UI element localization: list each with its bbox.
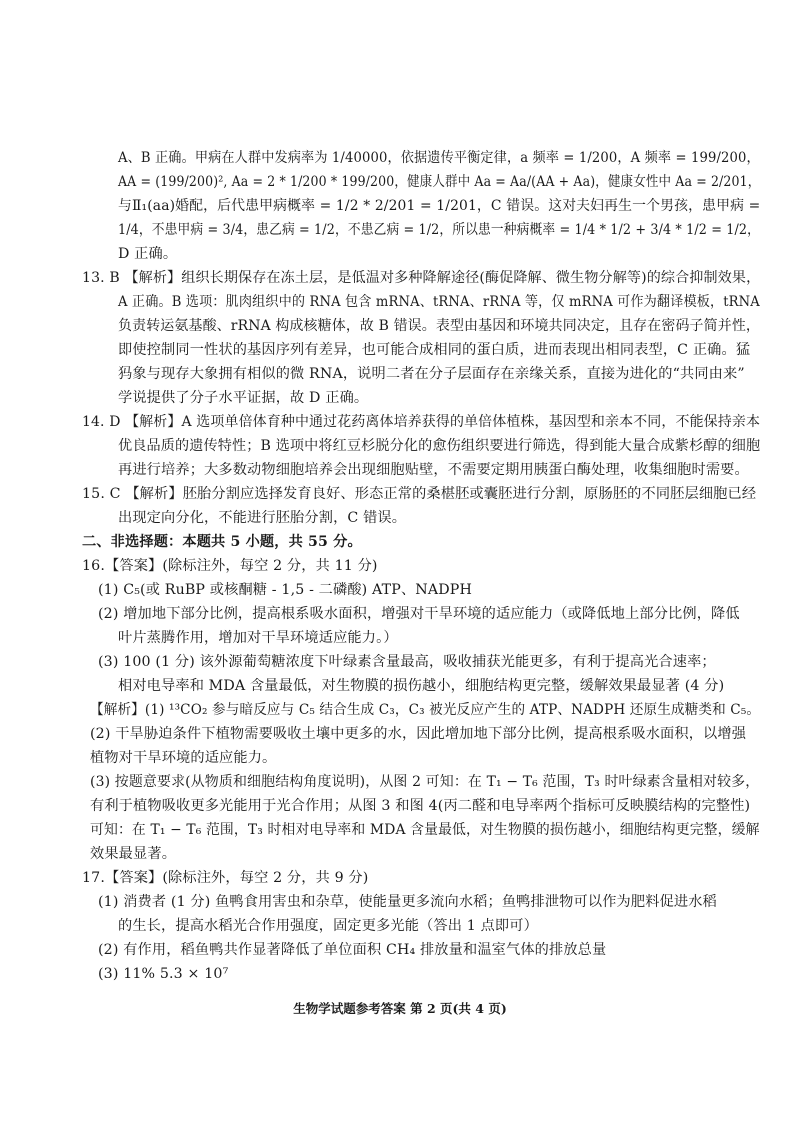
text-line: (2) 有作用，稻鱼鸭共作显著降低了单位面积 CH₄ 排放量和温室气体的排放总量 (98, 942, 607, 958)
text-line: 相对电导率和 MDA 含量最低，对生物膜的损伤越小，细胞结构更完整，缓解效果最显著 (4 分) (118, 678, 725, 694)
question-13-line: 13. B 【解析】组织长期保存在冻土层，是低温对多种降解途径(酶促降解、微生物分解等)的综合抑制效果， (82, 270, 761, 286)
text-line: (3) 100 (1 分) 该外源葡萄糖浓度下叶绿素含量最高，吸收捕获光能更多，有利于提高光合速率； (98, 654, 716, 670)
text-line: 叶片蒸腾作用，增加对干旱环境适应能力。） (118, 630, 398, 646)
text-line: 效果最显著。 (90, 846, 177, 862)
text-line: (1) C₅(或 RuBP 或核酮糖 - 1,5 - 二磷酸) ATP、NADPH (98, 582, 472, 598)
text-line: 1/4，不患甲病 = 3/4，患乙病 = 1/2，不患乙病 = 1/2，所以患一种病概率 = 1/4 * 1/2 + 3/4 * 1/2 = 1/2， (118, 222, 760, 238)
text-line: (2) 增加地下部分比例，提高根系吸水面积，增强对干旱环境的适应能力（或降低地上部分比例，降低 (98, 606, 740, 622)
text-line: 出现定向分化，不能进行胚胎分割，C 错误。 (118, 510, 407, 526)
text-line: (1) 消费者 (1 分) 鱼鸭食用害虫和杂草，使能量更多流向水稻；鱼鸭排泄物可以作为肥料促进水稻 (98, 894, 717, 910)
question-15-line: 15. C 【解析】胚胎分割应选择发育良好、形态正常的桑椹胚或囊胚进行分割，原肠胚的不同胚层细胞已经 (82, 486, 757, 502)
text-line: 与Ⅱ₁(aa)婚配，后代患甲病概率 = 1/2 * 2/201 = 1/201，C 错误。这对夫妇再生一个男孩，患甲病 = (118, 198, 761, 214)
text-line: 的生长，提高水稻光合作用强度，固定更多光能（答出 1 点即可） (118, 918, 538, 934)
question-14-line: 14. D 【解析】A 选项单倍体育种中通过花药离体培养获得的单倍体植株，基因型和亲本不同，不能保持亲本 (82, 414, 761, 430)
section-heading: 二、非选择题：本题共 5 小题，共 55 分。 (82, 534, 362, 550)
text-line: A、B 正确。甲病在人群中发病率为 1/40000，依据遗传平衡定律，a 频率 = 1/200，A 频率 = 199/200， (118, 150, 760, 166)
text-line: 优良品质的遗传特性；B 选项中将红豆杉脱分化的愈伤组织要进行筛选，得到能大量合成紫杉醇的细胞 (118, 438, 761, 454)
text-line: 负责转运氨基酸、rRNA 构成核糖体，故 B 错误。表型由基因和环境共同决定，且存在密码子简并性， (118, 318, 761, 334)
text-line: (3) 11% 5.3 × 10⁷ (98, 966, 229, 982)
text-line: 即使控制同一性状的基因序列有差异，也可能合成相同的蛋白质，进而表现出相同表型，C 正确。猛 (118, 342, 751, 358)
text-line: 植物对干旱环境的适应能力。 (90, 750, 277, 766)
text-line: 学说提供了分子水平证据，故 D 正确。 (118, 390, 369, 406)
text-line: 犸象与现存大象拥有相似的微 RNA，说明二者在分子层面存在亲缘关系，直接为进化的“共同由来” (118, 366, 745, 382)
text-line: A 正确。B 选项：肌肉组织中的 RNA 包含 mRNA、tRNA、rRNA 等，仅 mRNA 可作为翻译模板，tRNA (118, 294, 760, 310)
text-line: 【解析】(1) ¹³CO₂ 参与暗反应与 C₅ 结合生成 C₃，C₃ 被光反应产生的 ATP、NADPH 还原生成糖类和 C₅。 (90, 702, 761, 718)
question-16-answer-heading: 16.【答案】(除标注外，每空 2 分，共 11 分) (82, 558, 378, 574)
text-line: 再进行培养；大多数动物细胞培养会出现细胞贴壁，不需要定期用胰蛋白酶处理，收集细胞时需要。 (118, 462, 749, 478)
text-line: (3) 按题意要求(从物质和细胞结构角度说明)，从图 2 可知：在 T₁ − T₆ 范围，T₃ 时叶绿素含量相对较多， (90, 774, 760, 790)
text-line: 可知：在 T₁ − T₆ 范围，T₃ 时相对电导率和 MDA 含量最低，对生物膜的损伤越小，细胞结构更完整，缓解 (90, 822, 760, 838)
page-footer: 生物学试题参考答案 第 2 页(共 4 页) (293, 1001, 507, 1016)
text-line: D 正确。 (118, 246, 178, 262)
text-line: (2) 干旱胁迫条件下植物需要吸收土壤中更多的水，因此增加地下部分比例，提高根系吸水面积，以增强 (90, 726, 747, 742)
text-line: AA = (199/200)², Aa = 2 * 1/200 * 199/200，健康人群中 Aa = Aa/(AA + Aa)，健康女性中 Aa = 2/201， (118, 174, 761, 190)
text-line: 有利于植物吸收更多光能用于光合作用；从图 3 和图 4(丙二醛和电导率两个指标可反映膜结构的完整性) (90, 798, 751, 814)
question-17-answer-heading: 17.【答案】(除标注外，每空 2 分，共 9 分) (82, 870, 369, 886)
